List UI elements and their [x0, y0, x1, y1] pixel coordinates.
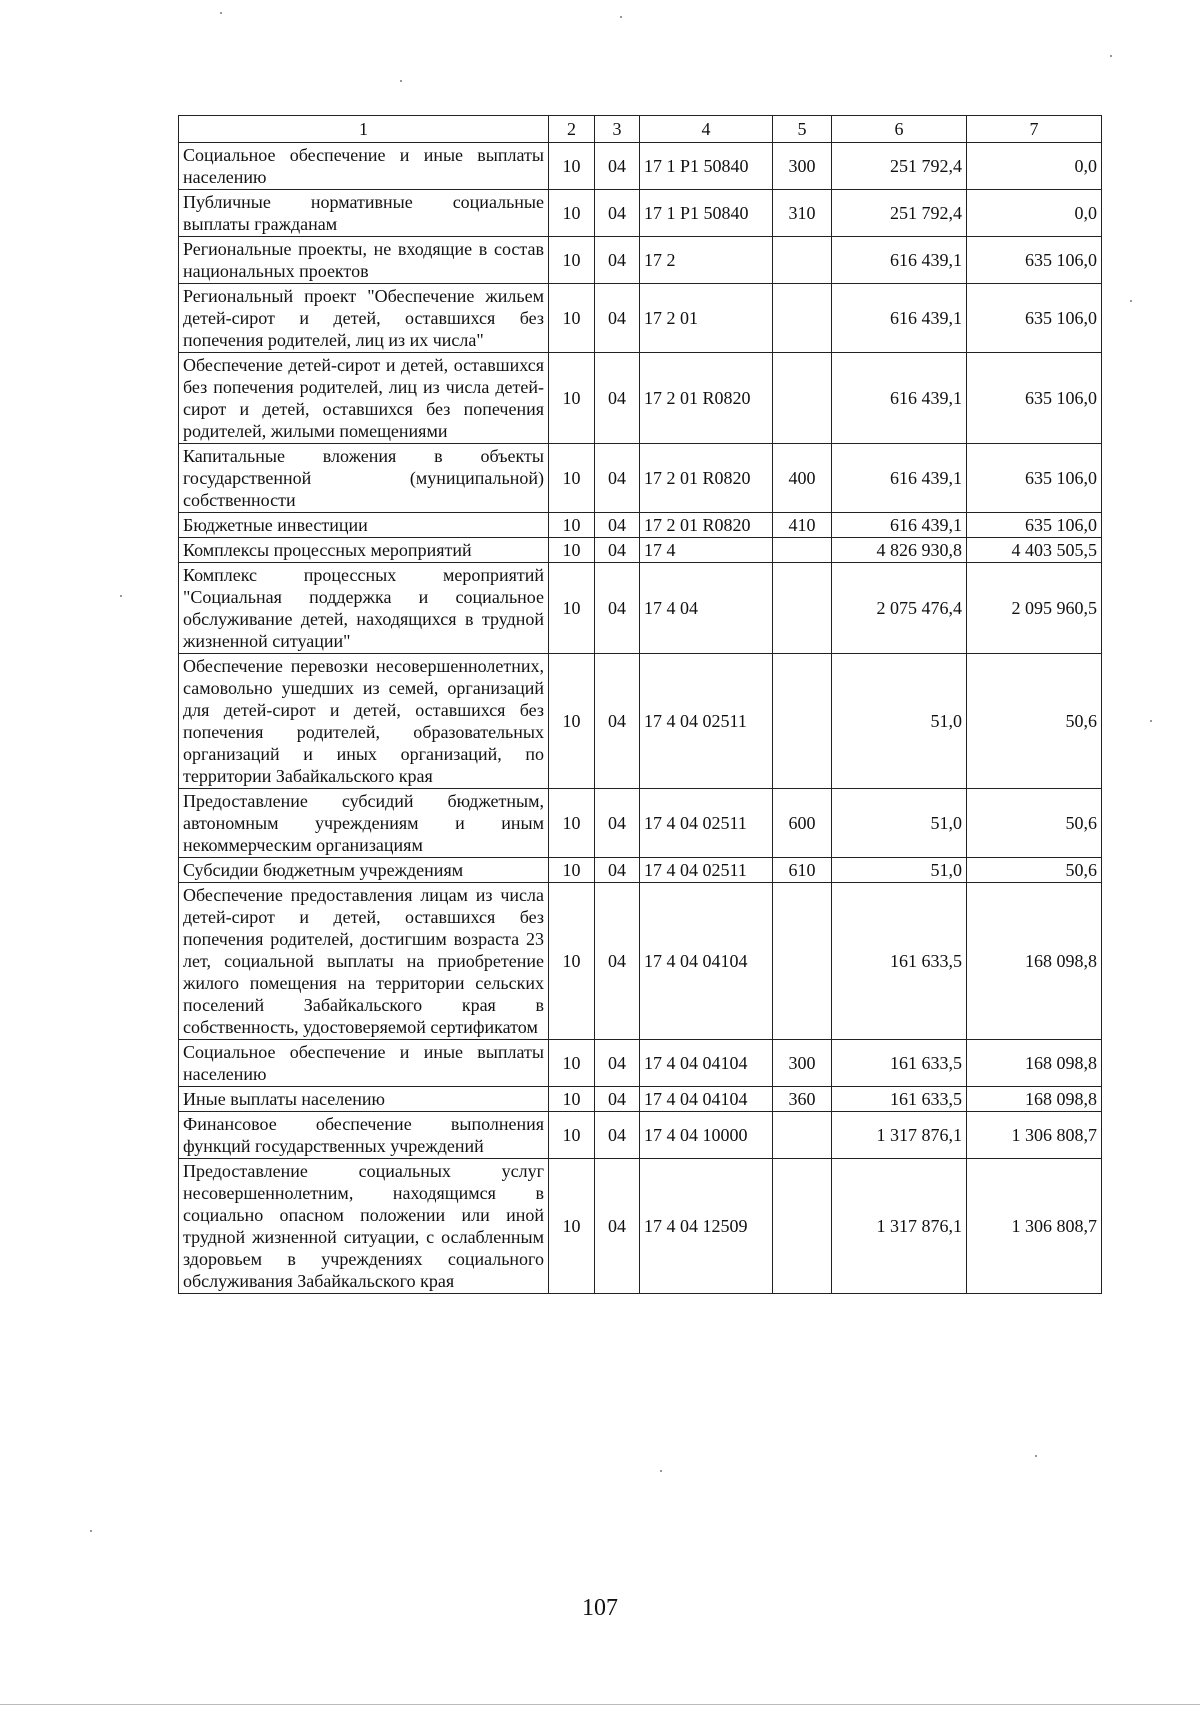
- table-row: [179, 1159, 1102, 1294]
- header-col-3: 3: [595, 116, 640, 143]
- cell-amount-year1: 51,0: [832, 789, 967, 858]
- cell-section: 10: [549, 143, 595, 190]
- cell-expense-type: [773, 538, 832, 563]
- table-row: [179, 883, 1102, 1040]
- cell-target-code: 17 4 04 02511: [640, 858, 773, 883]
- header-col-5: 5: [773, 116, 832, 143]
- table-row: [179, 444, 1102, 513]
- cell-subsection: 04: [595, 237, 640, 284]
- cell-name: Бюджетные инвестиции: [179, 513, 549, 538]
- cell-target-code: 17 1 Р1 50840: [640, 190, 773, 237]
- header-row: [179, 116, 1102, 143]
- cell-target-code: 17 4 04 04104: [640, 883, 773, 1040]
- cell-amount-year2: 635 106,0: [967, 444, 1102, 513]
- cell-section: 10: [549, 858, 595, 883]
- cell-amount-year2: 50,6: [967, 858, 1102, 883]
- cell-section: 10: [549, 284, 595, 353]
- cell-target-code: 17 4 04 04104: [640, 1040, 773, 1087]
- cell-amount-year2: 0,0: [967, 190, 1102, 237]
- table-row: [179, 1040, 1102, 1087]
- cell-amount-year2: 635 106,0: [967, 284, 1102, 353]
- cell-name: Капитальные вложения в объекты государственной (муниципальной) собственности: [179, 444, 549, 513]
- cell-subsection: 04: [595, 353, 640, 444]
- table-row: [179, 513, 1102, 538]
- cell-amount-year2: 635 106,0: [967, 353, 1102, 444]
- cell-subsection: 04: [595, 190, 640, 237]
- header-col-1: 1: [179, 116, 549, 143]
- cell-target-code: 17 4 04 02511: [640, 789, 773, 858]
- cell-expense-type: [773, 353, 832, 444]
- cell-section: 10: [549, 883, 595, 1040]
- cell-name: Субсидии бюджетным учреждениям: [179, 858, 549, 883]
- table-row: [179, 284, 1102, 353]
- cell-subsection: 04: [595, 789, 640, 858]
- cell-subsection: 04: [595, 1112, 640, 1159]
- cell-amount-year1: 616 439,1: [832, 444, 967, 513]
- cell-target-code: 17 4 04 12509: [640, 1159, 773, 1294]
- cell-expense-type: 300: [773, 143, 832, 190]
- cell-expense-type: 610: [773, 858, 832, 883]
- cell-name: Обеспечение перевозки несовершеннолетних, самовольно ушедших из семей, организаций для детей-сирот и детей, оставшихся без попечения родителей, образовательных организаций и иных организаций, по территории Забайкальского края: [179, 654, 549, 789]
- cell-expense-type: [773, 1112, 832, 1159]
- table-body: [179, 143, 1102, 1294]
- cell-amount-year1: 1 317 876,1: [832, 1159, 967, 1294]
- scan-speck: [120, 595, 122, 597]
- cell-subsection: 04: [595, 654, 640, 789]
- scan-speck: [220, 12, 222, 14]
- table-row: [179, 353, 1102, 444]
- cell-amount-year2: 2 095 960,5: [967, 563, 1102, 654]
- cell-amount-year1: 161 633,5: [832, 1040, 967, 1087]
- header-col-4: 4: [640, 116, 773, 143]
- cell-subsection: 04: [595, 513, 640, 538]
- cell-subsection: 04: [595, 538, 640, 563]
- scan-speck: [1150, 720, 1152, 722]
- cell-amount-year2: 635 106,0: [967, 513, 1102, 538]
- table-row: [179, 563, 1102, 654]
- cell-amount-year1: 4 826 930,8: [832, 538, 967, 563]
- cell-name: Социальное обеспечение и иные выплаты населению: [179, 143, 549, 190]
- cell-target-code: 17 2: [640, 237, 773, 284]
- cell-name: Комплексы процессных мероприятий: [179, 538, 549, 563]
- cell-target-code: 17 4: [640, 538, 773, 563]
- cell-subsection: 04: [595, 883, 640, 1040]
- cell-section: 10: [549, 538, 595, 563]
- cell-name: Обеспечение детей-сирот и детей, оставшихся без попечения родителей, лиц из числа детей-сирот и детей, оставшихся без попечения родителей, жилыми помещениями: [179, 353, 549, 444]
- cell-section: 10: [549, 1112, 595, 1159]
- cell-amount-year1: 616 439,1: [832, 237, 967, 284]
- table-row: [179, 237, 1102, 284]
- cell-section: 10: [549, 444, 595, 513]
- cell-amount-year2: 50,6: [967, 654, 1102, 789]
- cell-expense-type: 400: [773, 444, 832, 513]
- cell-amount-year2: 0,0: [967, 143, 1102, 190]
- table-row: [179, 143, 1102, 190]
- cell-section: 10: [549, 654, 595, 789]
- cell-section: 10: [549, 353, 595, 444]
- cell-expense-type: 410: [773, 513, 832, 538]
- table-row: [179, 858, 1102, 883]
- cell-amount-year2: 1 306 808,7: [967, 1159, 1102, 1294]
- cell-section: 10: [549, 1040, 595, 1087]
- header-col-2: 2: [549, 116, 595, 143]
- cell-expense-type: [773, 883, 832, 1040]
- cell-target-code: 17 4 04 02511: [640, 654, 773, 789]
- table-row: [179, 190, 1102, 237]
- cell-name: Предоставление субсидий бюджетным, автономным учреждениям и иным некоммерческим организациям: [179, 789, 549, 858]
- cell-name: Региональный проект "Обеспечение жильем детей-сирот и детей, оставшихся без попечения родителей, лиц из их числа": [179, 284, 549, 353]
- table-row: [179, 538, 1102, 563]
- table-row: [179, 789, 1102, 858]
- cell-subsection: 04: [595, 1159, 640, 1294]
- cell-name: Финансовое обеспечение выполнения функций государственных учреждений: [179, 1112, 549, 1159]
- table-row: [179, 654, 1102, 789]
- cell-target-code: 17 4 04 04104: [640, 1087, 773, 1112]
- cell-amount-year2: 4 403 505,5: [967, 538, 1102, 563]
- cell-expense-type: 600: [773, 789, 832, 858]
- cell-target-code: 17 1 Р1 50840: [640, 143, 773, 190]
- table-row: [179, 1087, 1102, 1112]
- cell-subsection: 04: [595, 1040, 640, 1087]
- scan-speck: [1110, 55, 1112, 57]
- cell-subsection: 04: [595, 563, 640, 654]
- cell-subsection: 04: [595, 143, 640, 190]
- cell-expense-type: 300: [773, 1040, 832, 1087]
- cell-target-code: 17 2 01: [640, 284, 773, 353]
- cell-amount-year1: 616 439,1: [832, 353, 967, 444]
- cell-expense-type: 310: [773, 190, 832, 237]
- cell-target-code: 17 4 04: [640, 563, 773, 654]
- cell-target-code: 17 2 01 R0820: [640, 444, 773, 513]
- cell-name: Предоставление социальных услуг несовершеннолетним, находящимся в социально опасном положении или иной трудной жизненной ситуации, с ослабленным здоровьем в учреждениях социального обслуживания Забайкальского края: [179, 1159, 549, 1294]
- scan-speck: [620, 16, 622, 18]
- cell-section: 10: [549, 789, 595, 858]
- budget-table: [178, 115, 1102, 1294]
- cell-section: 10: [549, 1159, 595, 1294]
- cell-name: Иные выплаты населению: [179, 1087, 549, 1112]
- scan-speck: [90, 1530, 92, 1532]
- cell-amount-year1: 161 633,5: [832, 883, 967, 1040]
- cell-amount-year2: 168 098,8: [967, 883, 1102, 1040]
- cell-expense-type: 360: [773, 1087, 832, 1112]
- scan-speck: [1035, 1455, 1037, 1457]
- cell-amount-year1: 616 439,1: [832, 513, 967, 538]
- cell-section: 10: [549, 1087, 595, 1112]
- cell-expense-type: [773, 563, 832, 654]
- cell-amount-year1: 2 075 476,4: [832, 563, 967, 654]
- cell-amount-year1: 51,0: [832, 858, 967, 883]
- cell-amount-year2: 635 106,0: [967, 237, 1102, 284]
- cell-section: 10: [549, 190, 595, 237]
- cell-subsection: 04: [595, 1087, 640, 1112]
- cell-expense-type: [773, 284, 832, 353]
- scan-edge-line: [0, 1704, 1200, 1705]
- cell-target-code: 17 4 04 10000: [640, 1112, 773, 1159]
- cell-amount-year1: 51,0: [832, 654, 967, 789]
- cell-amount-year2: 168 098,8: [967, 1040, 1102, 1087]
- cell-subsection: 04: [595, 858, 640, 883]
- cell-amount-year2: 50,6: [967, 789, 1102, 858]
- cell-section: 10: [549, 237, 595, 284]
- cell-expense-type: [773, 654, 832, 789]
- cell-name: Комплекс процессных мероприятий "Социальная поддержка и социальное обслуживание детей, находящихся в трудной жизненной ситуации": [179, 563, 549, 654]
- cell-name: Публичные нормативные социальные выплаты гражданам: [179, 190, 549, 237]
- scan-speck: [400, 80, 402, 82]
- cell-target-code: 17 2 01 R0820: [640, 353, 773, 444]
- cell-section: 10: [549, 563, 595, 654]
- cell-expense-type: [773, 237, 832, 284]
- cell-amount-year1: 1 317 876,1: [832, 1112, 967, 1159]
- scan-speck: [660, 1470, 662, 1472]
- header-col-6: 6: [832, 116, 967, 143]
- cell-amount-year2: 1 306 808,7: [967, 1112, 1102, 1159]
- cell-name: Региональные проекты, не входящие в состав национальных проектов: [179, 237, 549, 284]
- cell-amount-year1: 251 792,4: [832, 143, 967, 190]
- cell-amount-year1: 251 792,4: [832, 190, 967, 237]
- table-row: [179, 1112, 1102, 1159]
- cell-amount-year1: 161 633,5: [832, 1087, 967, 1112]
- cell-section: 10: [549, 513, 595, 538]
- cell-subsection: 04: [595, 284, 640, 353]
- cell-expense-type: [773, 1159, 832, 1294]
- cell-target-code: 17 2 01 R0820: [640, 513, 773, 538]
- table-header: [179, 116, 1102, 143]
- scan-speck: [1130, 300, 1132, 302]
- page-number: 107: [582, 1595, 618, 1621]
- header-col-7: 7: [967, 116, 1102, 143]
- cell-amount-year1: 616 439,1: [832, 284, 967, 353]
- cell-name: Обеспечение предоставления лицам из числа детей-сирот и детей, оставшихся без попечения родителей, достигшим возраста 23 лет, социальной выплаты на приобретение жилого помещения на территории сельских поселений Забайкальского края в собственность, удостоверяемой сертификатом: [179, 883, 549, 1040]
- cell-amount-year2: 168 098,8: [967, 1087, 1102, 1112]
- cell-name: Социальное обеспечение и иные выплаты населению: [179, 1040, 549, 1087]
- cell-subsection: 04: [595, 444, 640, 513]
